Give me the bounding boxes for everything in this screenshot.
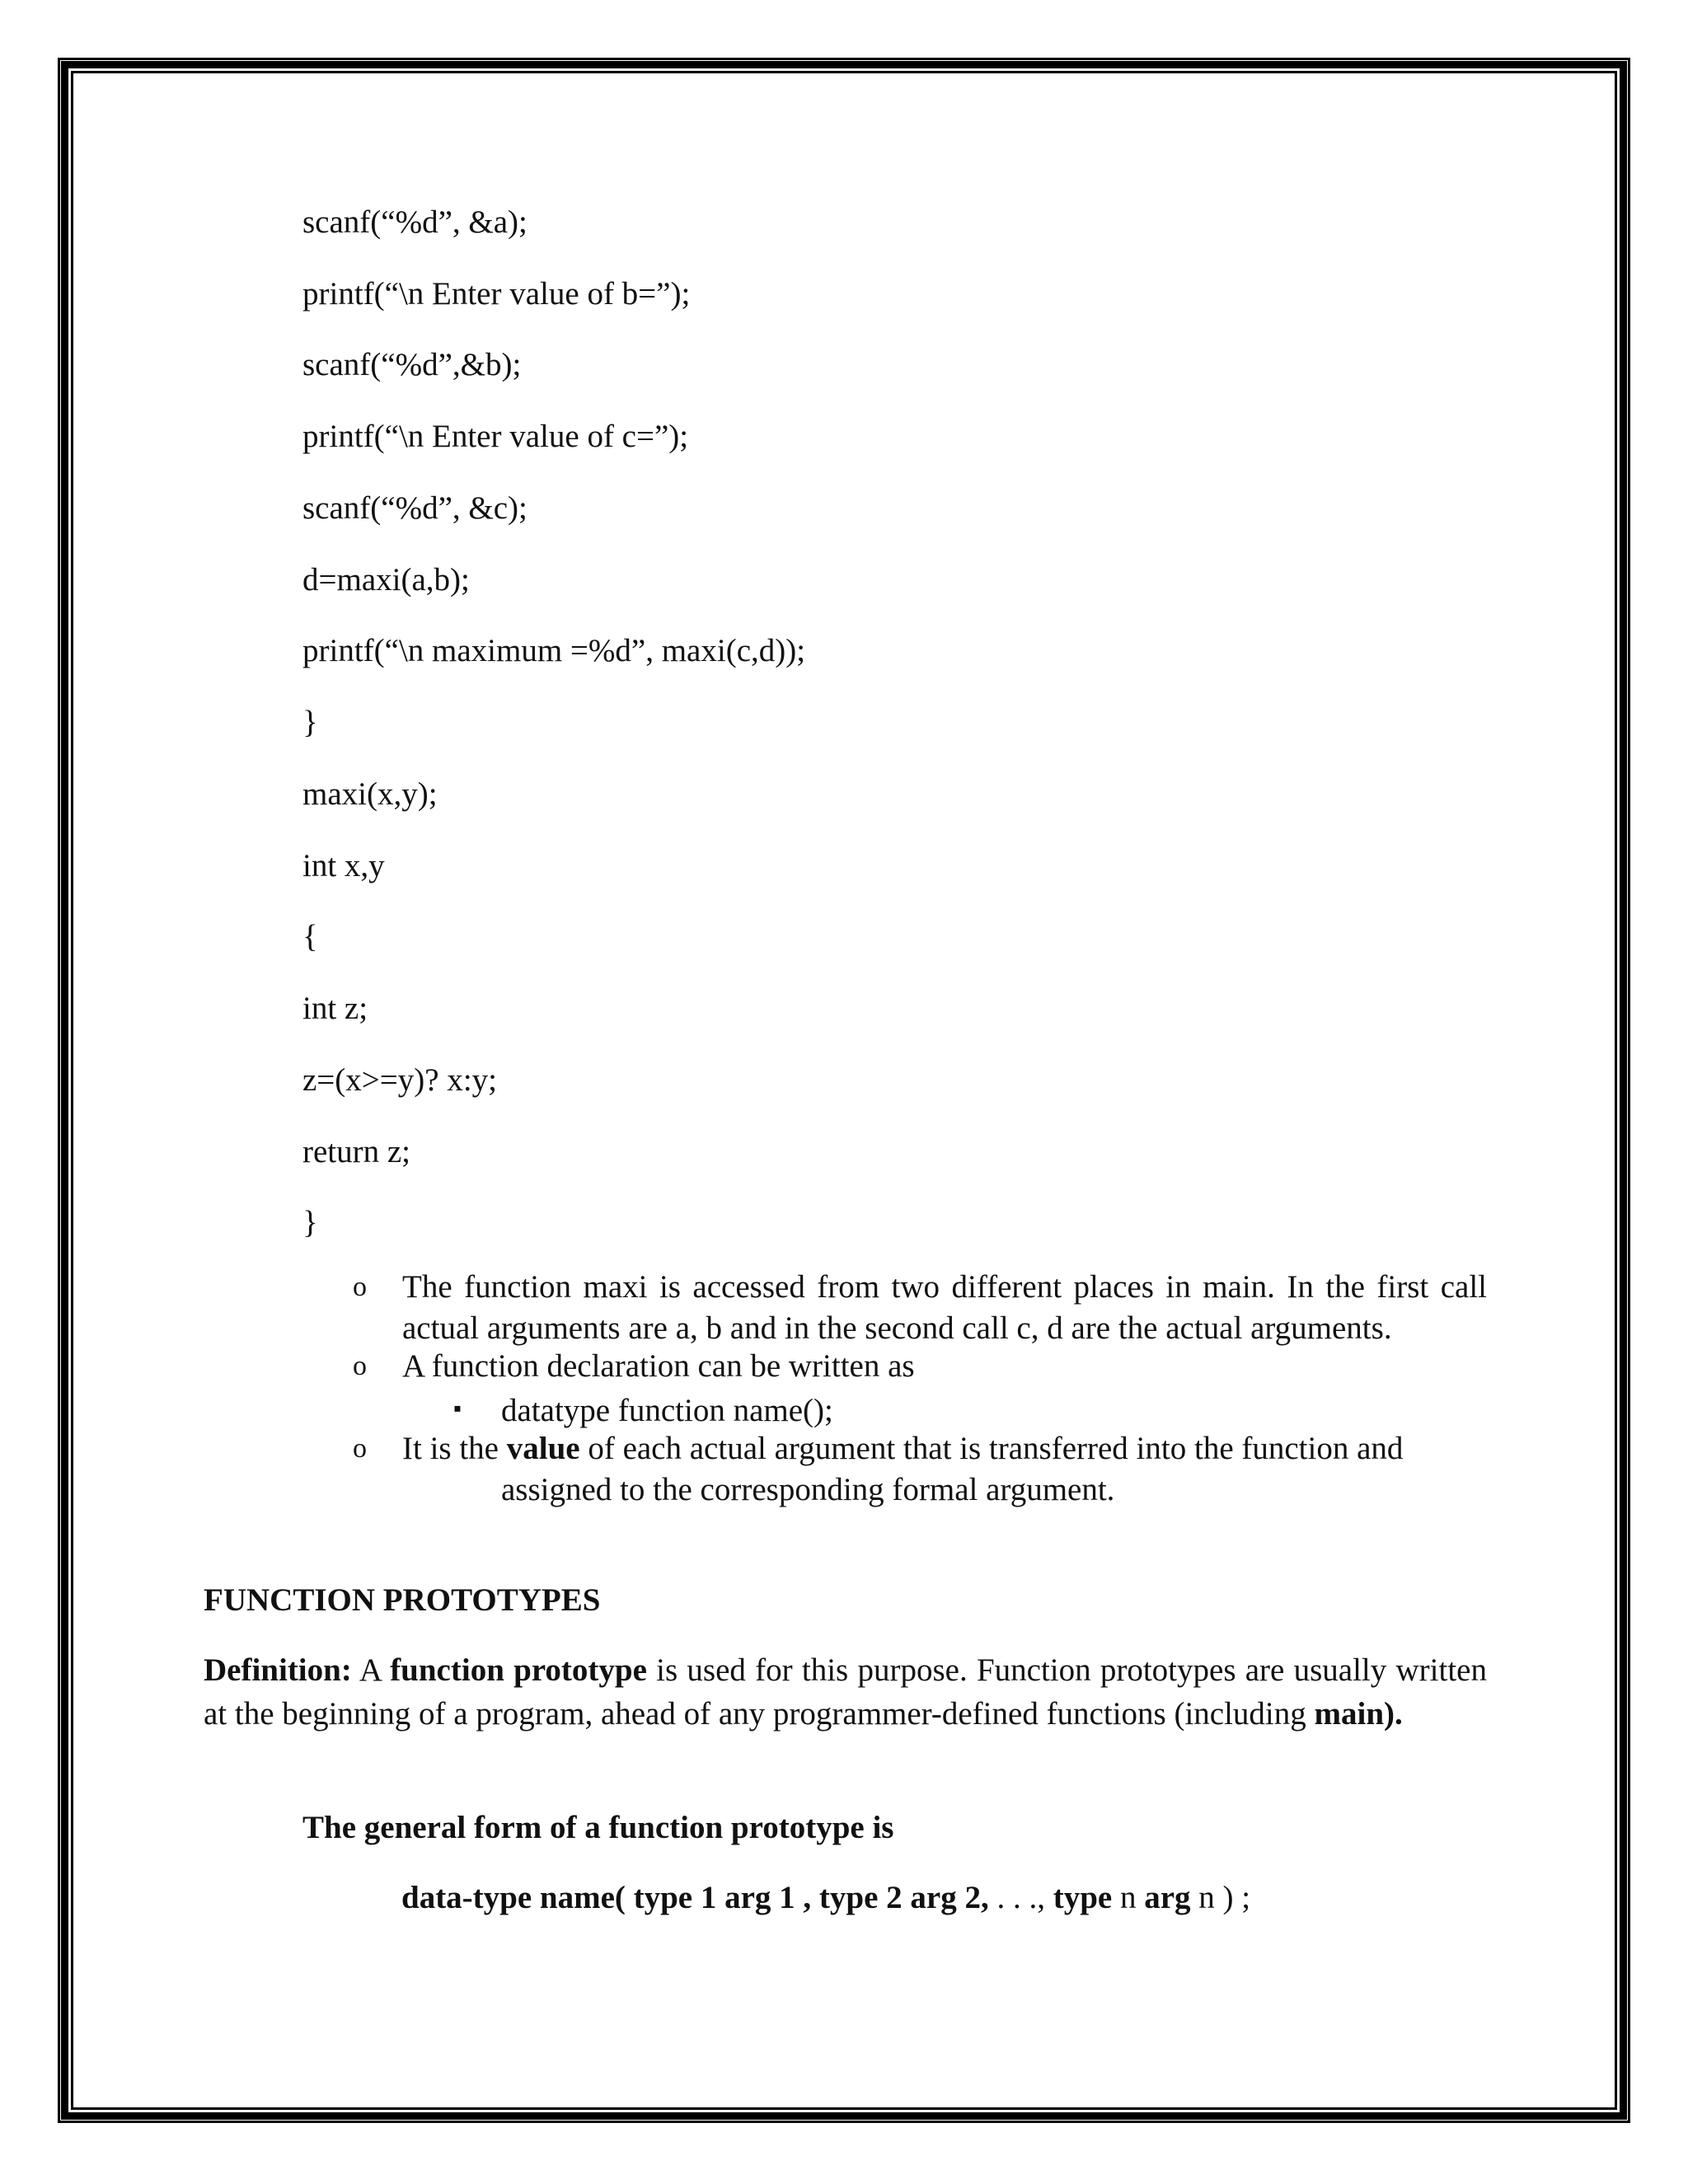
syntax-part: n ) ; <box>1190 1880 1251 1915</box>
bullet-text-continuation: assigned to the corresponding formal argument. <box>501 1472 1115 1507</box>
code-line: { <box>302 919 318 954</box>
code-line: return z; <box>302 1134 411 1169</box>
bullet-text-part: of each actual argument that is transferred into the function and <box>579 1431 1404 1466</box>
code-line: scanf(“%d”,&b); <box>302 347 522 382</box>
syntax-part: data-type name( type 1 arg 1 , type 2 arg 2, <box>401 1880 989 1915</box>
definition-main: main). <box>1314 1696 1403 1732</box>
prototype-syntax <box>401 1882 1250 1914</box>
general-form-label: The general form of a function prototype is <box>302 1810 894 1845</box>
code-line: } <box>302 1205 318 1240</box>
bullet-text-part: It is the <box>402 1431 507 1466</box>
syntax-part: . . ., <box>988 1880 1053 1915</box>
list-item <box>353 1267 1487 1349</box>
code-line: scanf(“%d”, &c); <box>302 490 528 526</box>
definition-label: Definition: <box>204 1652 352 1688</box>
syntax-part: n <box>1112 1880 1145 1915</box>
bullet-list <box>353 1267 1487 1511</box>
circle-bullet-icon: o <box>353 1351 367 1381</box>
syntax-part: arg <box>1144 1880 1191 1915</box>
circle-bullet-icon: o <box>353 1272 367 1302</box>
code-line: int x,y <box>302 848 385 883</box>
definition-text: A <box>351 1652 391 1688</box>
code-line: printf(“\n maximum =%d”, maxi(c,d)); <box>302 633 806 668</box>
code-line: printf(“\n Enter value of b=”); <box>302 276 691 312</box>
sub-bullet-text: datatype function name(); <box>501 1393 833 1428</box>
bullet-text <box>402 1431 1403 1466</box>
square-bullet-icon: ▪ <box>453 1396 462 1422</box>
definition-term: function prototype <box>390 1652 647 1688</box>
code-line: scanf(“%d”, &a); <box>302 204 528 240</box>
code-line: } <box>302 705 318 740</box>
list-item <box>353 1346 1487 1387</box>
code-line: printf(“\n Enter value of c=”); <box>302 419 689 454</box>
code-line: int z; <box>302 991 368 1026</box>
bullet-text-bold: value <box>506 1431 580 1466</box>
definition-paragraph <box>204 1648 1487 1736</box>
syntax-part: type <box>1053 1880 1113 1915</box>
circle-bullet-icon: o <box>353 1433 367 1464</box>
code-line: z=(x>=y)? x:y; <box>302 1062 497 1098</box>
definition-text: is used for this purpose. Function prototypes are usually written at the beginning of a program, ahead of any programmer-defined functions (including <box>204 1652 1487 1732</box>
code-line: d=maxi(a,b); <box>302 562 470 598</box>
bullet-text: A function declaration can be written as <box>402 1348 915 1384</box>
code-line: maxi(x,y); <box>302 776 438 812</box>
bullet-text: The function maxi is accessed from two different places in main. In the first call actual arguments are a, b and in the second call c, d are the actual arguments. <box>402 1269 1487 1346</box>
section-heading: FUNCTION PROTOTYPES <box>204 1582 601 1618</box>
list-item <box>353 1390 1487 1432</box>
list-item <box>353 1428 1487 1511</box>
